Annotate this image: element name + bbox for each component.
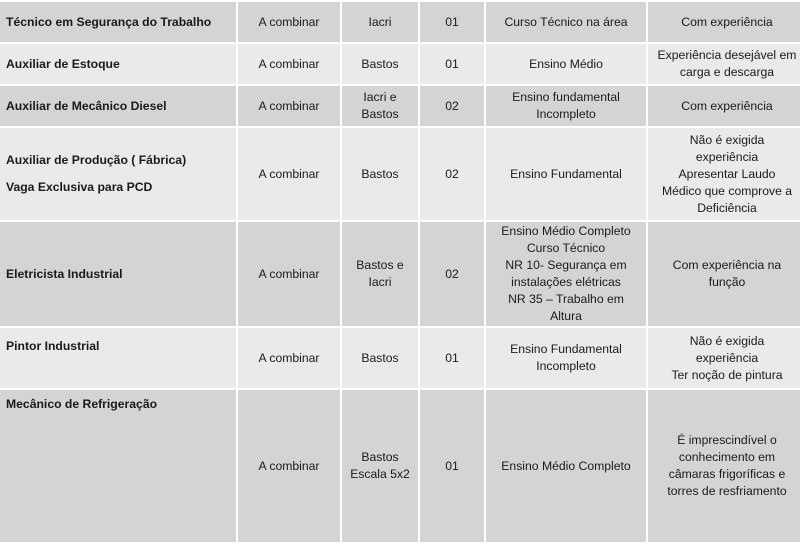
experience: Com experiência na função [648,222,800,326]
vacancy-count: 01 [420,2,484,42]
education: Ensino Fundamental [486,128,646,220]
location: Bastos [342,44,418,84]
salary: A combinar [238,86,340,126]
salary: A combinar [238,128,340,220]
table-row [0,328,800,388]
vacancy-count: 01 [420,44,484,84]
experience: Experiência desejável em carga e descarga [648,44,800,84]
location: Bastos Escala 5x2 [342,390,418,542]
job-title: Auxiliar de Estoque [0,44,236,84]
education: Curso Técnico na área [486,2,646,42]
education: Ensino Médio Completo Curso Técnico NR 10- Segurança em instalações elétricas NR 35 – Trabalho em Altura [486,222,646,326]
table-row [0,2,800,42]
location: Bastos e Iacri [342,222,418,326]
vacancy-count: 02 [420,128,484,220]
education: Ensino Médio Completo [486,390,646,542]
vacancy-count: 01 [420,390,484,542]
table-row [0,44,800,84]
table-row [0,390,800,542]
experience: Não é exigida experiência Ter noção de pintura [648,328,800,388]
job-title: Pintor Industrial [0,328,236,388]
education: Ensino fundamental Incompleto [486,86,646,126]
job-title: Mecânico de Refrigeração [0,390,236,542]
salary: A combinar [238,328,340,388]
education: Ensino Médio [486,44,646,84]
table-row [0,86,800,126]
experience: Não é exigida experiência Apresentar Laudo Médico que comprove a Deficiência [648,128,800,220]
table-row [0,222,800,326]
job-title: Auxiliar de Produção ( Fábrica) [6,153,187,167]
vacancy-count: 02 [420,86,484,126]
vacancy-count: 02 [420,222,484,326]
salary: A combinar [238,222,340,326]
table-row [0,128,800,220]
experience: Com experiência [648,86,800,126]
job-note: Vaga Exclusiva para PCD [6,180,153,194]
experience: É imprescindível o conhecimento em câmaras frigoríficas e torres de resfriamento [648,390,800,542]
experience: Com experiência [648,2,800,42]
job-title: Eletricista Industrial [0,222,236,326]
salary: A combinar [238,44,340,84]
job-title: Auxiliar de Mecânico Diesel [0,86,236,126]
location: Iacri [342,2,418,42]
job-title: Técnico em Segurança do Trabalho [0,2,236,42]
salary: A combinar [238,390,340,542]
job-title-cell [0,128,236,220]
vacancy-count: 01 [420,328,484,388]
location: Bastos [342,328,418,388]
location: Iacri e Bastos [342,86,418,126]
location: Bastos [342,128,418,220]
salary: A combinar [238,2,340,42]
education: Ensino Fundamental Incompleto [486,328,646,388]
